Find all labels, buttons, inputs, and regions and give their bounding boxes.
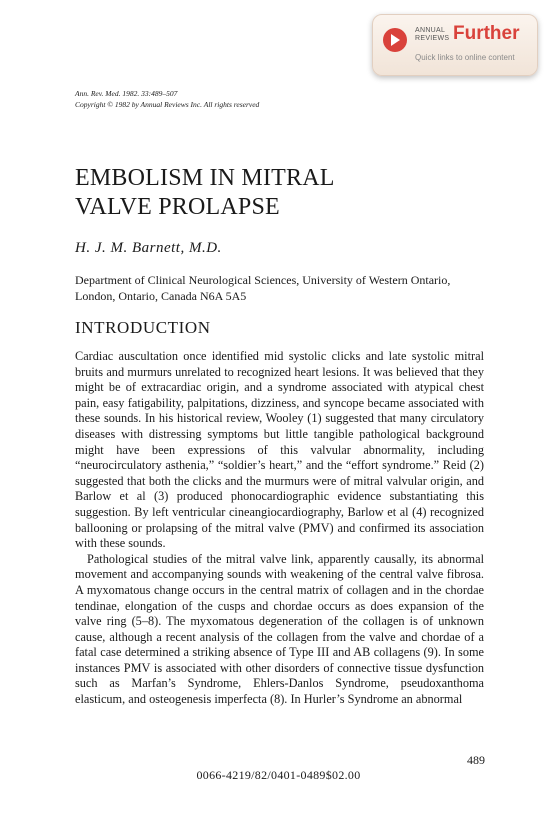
section-heading: INTRODUCTION xyxy=(75,318,211,337)
paragraph: Cardiac auscultation once identified mid systolic clicks and late systolic mitral bruits and murmurs unrelated to recognized heart lesions. It was believed that they might be of extracardiac origin, and a syndrome associated with atypical chest pain, easy fatigability, palpitations, dizziness, and syncope became associated with these sounds. In his historical review, Wooley (1) suggested that many circulatory diseases with distressing symptoms but little tangible pathological background might have been expressions of this valvular abnormality, including “neurocirculatory asthenia,” “soldier’s heart,” and the “effort syndrome.” Reid (2) suggested that both the clicks and the murmurs were of mitral valvular origin, and Barlow et al (3) produced phonocardiographic evidence substantiating this suggestion. By left ventricular cineangiocardiography, Barlow et al (4) recognized ballooning or prolapsing of the mitral valve (PMV) and confirmed its association with these sounds. xyxy=(75,349,484,551)
footer-article-code: 0066-4219/82/0401-0489$02.00 xyxy=(196,768,361,782)
journal-citation xyxy=(75,88,259,110)
annual-reviews-logo: ANNUAL REVIEWS xyxy=(415,27,450,42)
author-affiliation: Department of Clinical Neurological Sciences, University of Western Ontario, London, Ontario, Canada N6A 5A5 xyxy=(75,273,451,303)
page-number: 489 xyxy=(467,753,485,767)
citation-line: Ann. Rev. Med. 1982. 33:489–507 xyxy=(75,89,178,98)
author-name: H. J. M. Barnett, M.D. xyxy=(75,240,222,256)
article-body xyxy=(75,349,484,708)
copyright-line: Copyright © 1982 by Annual Reviews Inc. All rights reserved xyxy=(75,100,260,109)
further-arrow-icon xyxy=(383,28,407,52)
further-label: Further xyxy=(453,23,520,44)
article-title: EMBOLISM IN MITRAL VALVE PROLAPSE xyxy=(75,165,335,220)
quick-links-link[interactable]: Quick links to online content xyxy=(415,53,515,62)
paragraph: Pathological studies of the mitral valve link, apparently causally, its abnormal movement and accompanying sounds with weakening of the central valve fibrosa. A myxomatous change occurs in the central matrix of collagen and in the chordae tendinae, elongation of the cusps and chordae occurs as does expansion of the valve ring (5–8). The myxomatous degeneration of the collagen is of unknown cause, although a recent analysis of the collagen from the valve and chordae of a fatal case determined a striking absence of Type III and AB collagens (9). In some instances PMV is associated with other disorders of connective tissue dysfunction such as Marfan’s Syndrome, Ehlers-Danlos Syndrome, pseudoxanthoma elasticum, and osteogenesis imperfecta (8). In Hurler’s Syndrome an abnormal xyxy=(75,551,484,707)
annual-reviews-further-badge[interactable] xyxy=(372,14,538,76)
